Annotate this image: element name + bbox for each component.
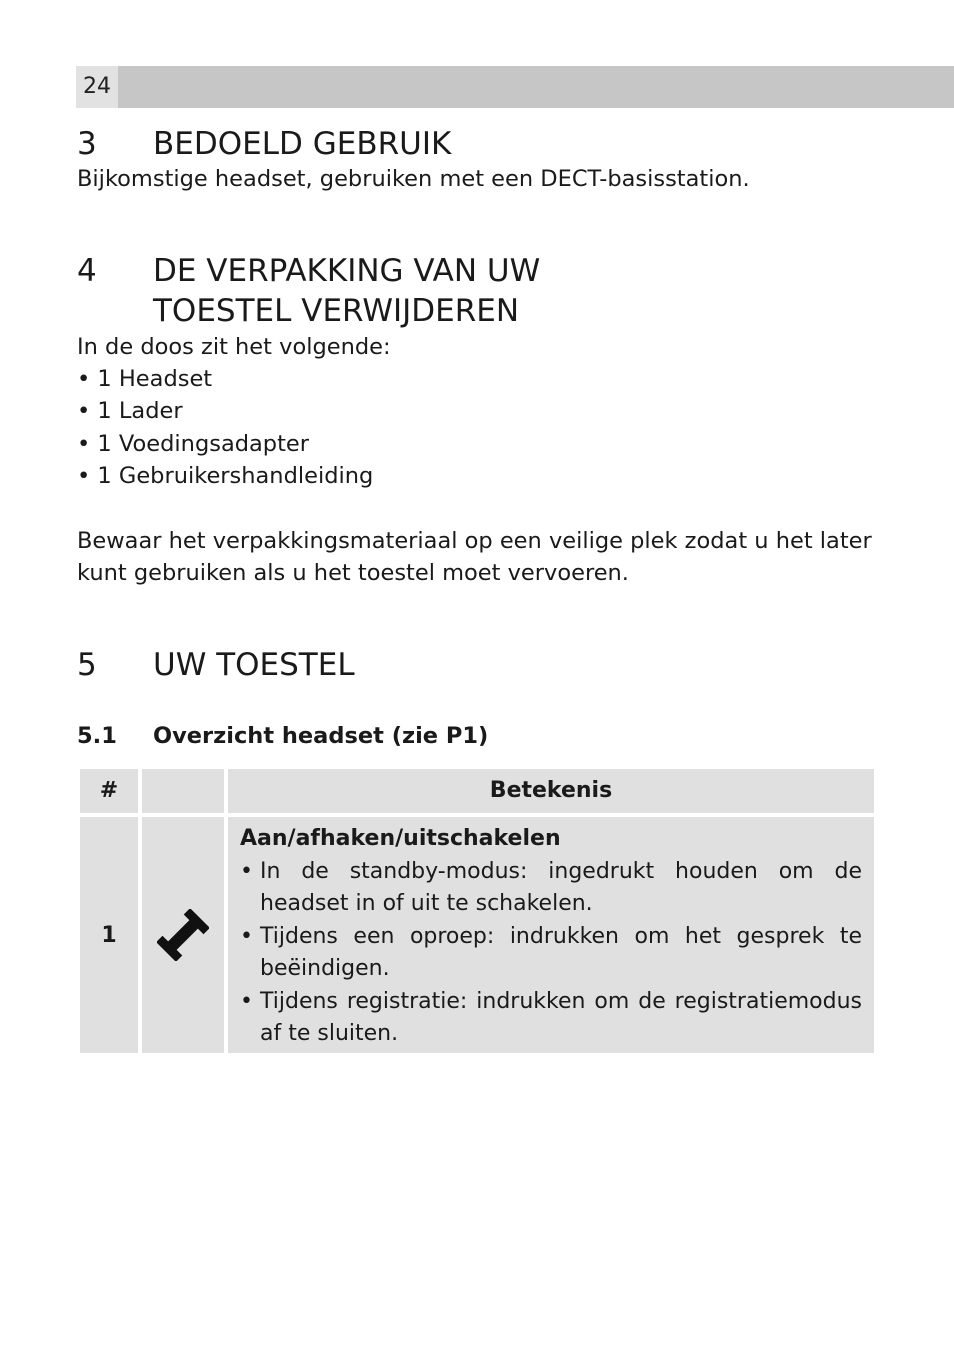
section-title-line-2: TOESTEL VERWIJDEREN: [153, 293, 520, 329]
section-5-heading: [77, 645, 355, 685]
section-number: 3: [77, 126, 97, 162]
section-number: 4: [77, 253, 97, 289]
packaging-note-line-1: Bewaar het verpakkingsmateriaal op een veilige plek zodat u het later: [77, 528, 872, 554]
packaging-note-line-2: kunt gebruiken als u het toestel moet vervoeren.: [77, 560, 629, 586]
phone-handset-icon: [157, 909, 209, 961]
list-item: • In de standby-modus: ingedrukt houden om de headset in of uit te schakelen.: [240, 858, 862, 916]
box-contents-intro: In de doos zit het volgende:: [77, 334, 391, 360]
table-row-number: 1: [80, 817, 138, 1053]
table-header-number: #: [80, 769, 138, 813]
list-item: • Tijdens registratie: indrukken om de registratiemodus af te sluiten.: [240, 988, 862, 1046]
section-title-line-1: DE VERPAKKING VAN UW: [153, 253, 541, 289]
subsection-number: 5.1: [77, 723, 117, 749]
table-row-description: [228, 817, 874, 1053]
subsection-heading: [77, 720, 489, 752]
list-item: • 1 Gebruikershandleiding: [77, 463, 374, 489]
list-item: • 1 Headset: [77, 366, 213, 392]
section-title: BEDOELD GEBRUIK: [153, 126, 452, 162]
feature-title: Aan/afhaken/uitschakelen: [240, 826, 561, 851]
list-item: • Tijdens een oproep: indrukken om het gesprek te beëindigen.: [240, 923, 862, 981]
page-number: 24: [76, 66, 118, 108]
section-4-heading: [77, 251, 541, 291]
subsection-title: Overzicht headset (zie P1): [153, 723, 489, 749]
section-title: UW TOESTEL: [153, 647, 355, 683]
table-header-meaning: Betekenis: [228, 769, 874, 813]
table-header-icon: [142, 769, 224, 813]
section-number: 5: [77, 647, 97, 683]
table-row-icon-cell: [142, 817, 224, 1053]
page-header-bar: [76, 66, 954, 108]
section-4-heading-cont: [77, 291, 520, 331]
section-3-text: Bijkomstige headset, gebruiken met een DECT-basisstation.: [77, 166, 750, 192]
list-item: • 1 Voedingsadapter: [77, 431, 309, 457]
list-item: • 1 Lader: [77, 398, 183, 424]
section-3-heading: [77, 124, 452, 164]
